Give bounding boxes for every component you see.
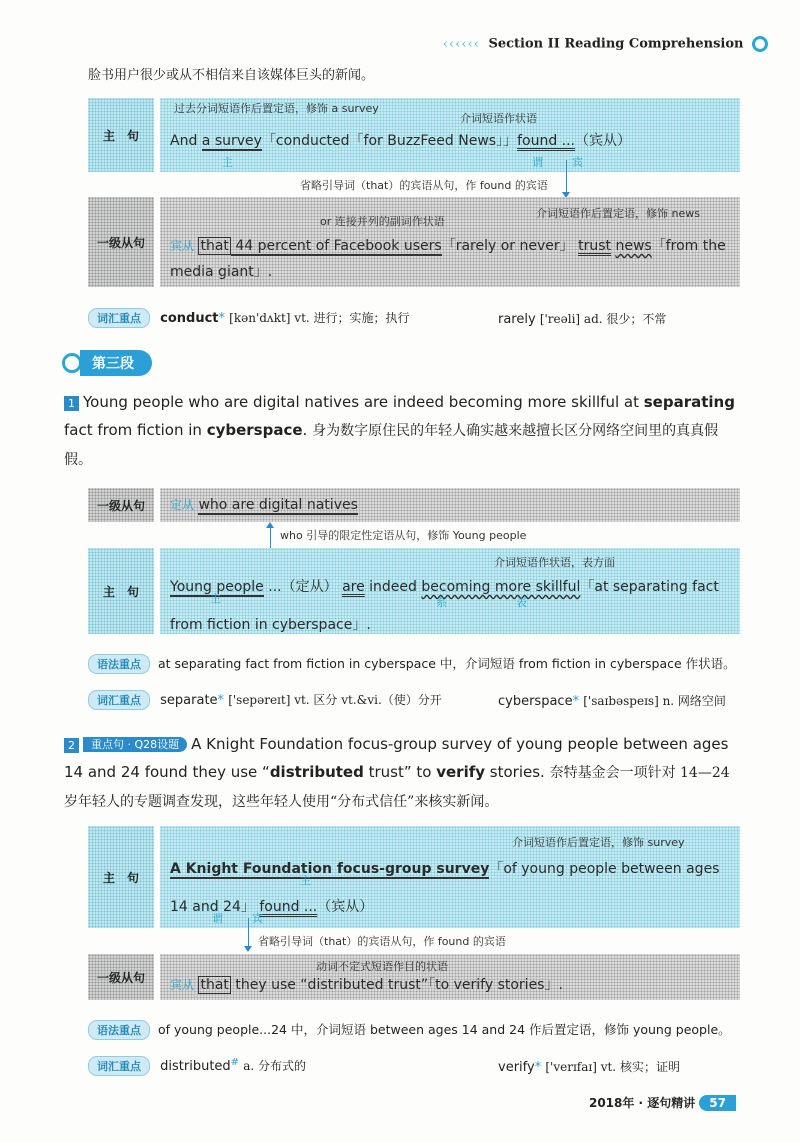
object-clause-marker: （宾从） <box>317 899 374 915</box>
vocab-word-rarely <box>498 310 666 327</box>
label-main-clause-3 <box>88 826 154 928</box>
en-text: fact from fiction in <box>64 421 207 439</box>
link-verb-are: are <box>342 579 365 595</box>
label-sub-clause-1 <box>88 197 154 287</box>
definition: ['reəli] ad. 很少；不常 <box>539 312 667 326</box>
vocab-row-1 <box>88 308 748 328</box>
word-that-boxed: that <box>200 977 229 993</box>
sentence-2 <box>170 568 736 644</box>
running-header <box>443 36 768 52</box>
word: conduct <box>160 311 219 326</box>
word-and: And <box>170 133 202 149</box>
keyword-distributed: distributed <box>269 763 364 781</box>
paragraph-zh-top: 脸书用户很少或从不相信来自该媒体巨头的新闻。 <box>88 68 375 83</box>
mark-object-3: 宾 <box>252 912 263 925</box>
sub-clause-box-3 <box>160 954 740 1000</box>
keyword-separating: separating <box>643 393 735 411</box>
word-that-boxed: that <box>200 238 229 254</box>
vocab-tag: 词汇重点 <box>88 1056 150 1076</box>
sub-clause-box-2 <box>160 488 740 522</box>
subject-survey: A Knight Foundation focus-group survey <box>170 861 490 877</box>
word: rarely <box>498 312 536 327</box>
connector-note-3: 省略引导词（that）的宾语从句，作 found 的宾语 <box>258 935 506 948</box>
label-sub-clause-2 <box>88 488 154 522</box>
tag-object-clause: 宾从 <box>170 978 195 992</box>
note-or: or 连接并列的副词作状语 <box>320 215 445 228</box>
keyword-verify: verify <box>436 763 486 781</box>
sentence-number: 1 <box>64 396 79 411</box>
sub-clause-text: they use “distributed trust”「to verify stories」. <box>230 977 563 993</box>
mark-predicate: 谓 <box>532 156 543 169</box>
sub-subject: 44 percent of Facebook users <box>230 238 442 254</box>
word: verify <box>498 1060 535 1075</box>
header-arrows: ‹‹‹‹‹‹ <box>442 36 480 52</box>
label-sub-clause-3 <box>88 954 154 1000</box>
note-prep-news: 介词短语作后置定语，修饰 news <box>536 207 700 220</box>
verb-found: found ... <box>259 899 318 915</box>
word: distributed <box>160 1059 231 1074</box>
sub-sentence-3 <box>170 974 563 994</box>
label-main-clause-2 <box>88 548 154 634</box>
mark-subject: 主 <box>222 156 233 169</box>
grammar-text: of young people...24 中，介词短语 between ages 14 and 24 作后置定语，修饰 young people。 <box>157 1022 731 1037</box>
section-title: 第三段 <box>80 350 152 376</box>
mark-subject-2: 主 <box>210 592 221 605</box>
adverb-indeed: indeed <box>364 579 422 595</box>
vocab-word-conduct: conduct* [kən'dʌkt] vt. 进行；实施；执行 <box>160 311 410 326</box>
prep-phrase: 「of young people between ages 14 and 24」 <box>170 861 720 915</box>
en-text: . <box>302 421 313 439</box>
zh-translation: 奈特基金会一项针对 14—24 岁年轻人的专题调查发现，这些年轻人使用“分布式信任”来核实新闻。 <box>64 765 730 810</box>
mark-object: 宾 <box>572 156 583 169</box>
mark-link-2: 系 <box>436 596 447 609</box>
paragraph-1 <box>64 388 744 474</box>
mark-pred-2: 表 <box>516 596 527 609</box>
vocab-word-distributed: distributed# a. 分布式的 <box>160 1057 306 1074</box>
zh-translation: 身为数字原住民的年轻人确实越来越擅长区分网络空间里的真真假假。 <box>64 423 719 468</box>
verb-found: found ... <box>517 133 576 149</box>
mark-verb-3: 谓 <box>212 912 223 925</box>
en-text: A Knight Foundation focus-group survey of young people between ages 14 and 24 found they use “ <box>64 735 729 781</box>
word: cyberspace <box>498 694 573 709</box>
phrase-conducted: 「conducted「for BuzzFeed News」」 <box>261 133 518 149</box>
keyword-cyberspace: cyberspace <box>206 421 303 439</box>
definition: a. 分布式的 <box>243 1059 306 1073</box>
connector-note-1: 省略引导词（that）的宾语从句，作 found 的宾语 <box>300 179 548 192</box>
definition: [kən'dʌkt] vt. 进行；实施；执行 <box>229 311 410 325</box>
vocab-word-verify: verify* ['verɪfaɪ] vt. 核实；证明 <box>498 1060 680 1075</box>
grammar-row-2 <box>88 1020 758 1040</box>
label-text: 一级从句 <box>96 235 145 250</box>
vocab-row-2 <box>88 690 748 710</box>
en-text: trust” to <box>363 763 437 781</box>
grammar-tag: 语法重点 <box>88 1020 150 1040</box>
clause-who: who are digital natives <box>198 497 358 513</box>
grammar-row-1 <box>88 654 758 674</box>
subject-young-people: Young people <box>170 579 264 595</box>
vocab-tag: 词汇重点 <box>88 690 150 710</box>
prep-phrase: 「at separating fact from fiction in cyberspace」. <box>170 579 719 633</box>
page-footer <box>589 1094 736 1111</box>
note-prep-aspect: 介词短语作状语，表方面 <box>494 556 615 569</box>
main-clause-box-1 <box>160 98 740 172</box>
vocab-tag: 词汇重点 <box>88 308 150 328</box>
definition: ['verɪfaɪ] vt. 核实；证明 <box>545 1060 680 1074</box>
paragraph-2 <box>64 730 744 816</box>
sentence-number: 2 <box>64 738 79 753</box>
sub-verb-trust: trust <box>578 238 611 254</box>
note-infinitive: 动词不定式短语作目的状语 <box>316 960 448 973</box>
vocab-row-3 <box>88 1056 748 1076</box>
label-text: 一级从句 <box>96 498 145 513</box>
sub-adverbial: 「rarely or never」 <box>441 238 574 254</box>
connector-line-3 <box>248 918 249 946</box>
tag-object-clause: 宾从 <box>170 239 195 253</box>
sub-sentence-2 <box>170 496 358 513</box>
connector-note-2: who 引导的限定性定语从句，修饰 Young people <box>280 529 527 542</box>
note-prep-adverbial: 介词短语作状语 <box>460 112 537 125</box>
mark-subject-3: 主 <box>300 874 311 887</box>
connector-line-1 <box>566 160 567 192</box>
definition: ['sepəreɪt] vt. 区分 vt.&vi.（使）分开 <box>228 693 442 707</box>
footer-text: 2018年 · 逐句精讲 <box>588 1096 696 1110</box>
sub-object-news: news <box>615 238 652 254</box>
label-text: 主 句 <box>102 870 139 885</box>
section-heading <box>62 350 152 376</box>
object-clause-marker: （宾从） <box>575 133 632 149</box>
main-clause-box-2 <box>160 548 740 634</box>
key-sentence-badge: 重点句 · Q28设题 <box>83 737 187 752</box>
vocab-word-cyberspace: cyberspace* ['saɪbəspeɪs] n. 网络空间 <box>498 694 726 709</box>
grammar-text: at separating fact from fiction in cyberspace 中，介词短语 from fiction in cyberspace 作状语。 <box>157 656 736 671</box>
sentence-1 <box>170 130 631 150</box>
main-clause-box-3 <box>160 826 740 928</box>
label-main-clause-1 <box>88 98 154 172</box>
sub-sentence-1 <box>170 233 736 285</box>
en-text: stories. <box>485 763 550 781</box>
header-title: Section II Reading Comprehension <box>488 36 744 52</box>
predicative: becoming more skillful <box>421 579 581 595</box>
page-number: 57 <box>699 1095 736 1111</box>
connector-arrow-3 <box>244 946 252 952</box>
sub-prep-phrase: 「from the media giant」. <box>170 238 726 280</box>
note-prep-survey: 介词短语作后置定语，修饰 survey <box>512 836 685 849</box>
vocab-word-separate: separate* ['sepəreɪt] vt. 区分 vt.&vi.（使）分开 <box>160 693 442 708</box>
subject-a-survey: a survey <box>201 133 262 149</box>
label-text: 主 句 <box>102 128 139 143</box>
sub-clause-box-1 <box>160 197 740 287</box>
label-text: 一级从句 <box>96 970 145 985</box>
grammar-tag: 语法重点 <box>88 654 150 674</box>
clause-marker: ...（定从） <box>263 579 338 595</box>
label-text: 主 句 <box>102 584 139 599</box>
magnifier-icon <box>752 36 768 52</box>
word: separate <box>160 693 218 708</box>
tag-attributive: 定从 <box>170 498 195 512</box>
section-icon <box>62 353 82 373</box>
en-text: Young people who are digital natives are indeed becoming more skillful at <box>83 393 644 411</box>
note-past-participle: 过去分词短语作后置定语，修饰 a survey <box>174 102 379 115</box>
definition: ['saɪbəspeɪs] n. 网络空间 <box>583 694 726 708</box>
